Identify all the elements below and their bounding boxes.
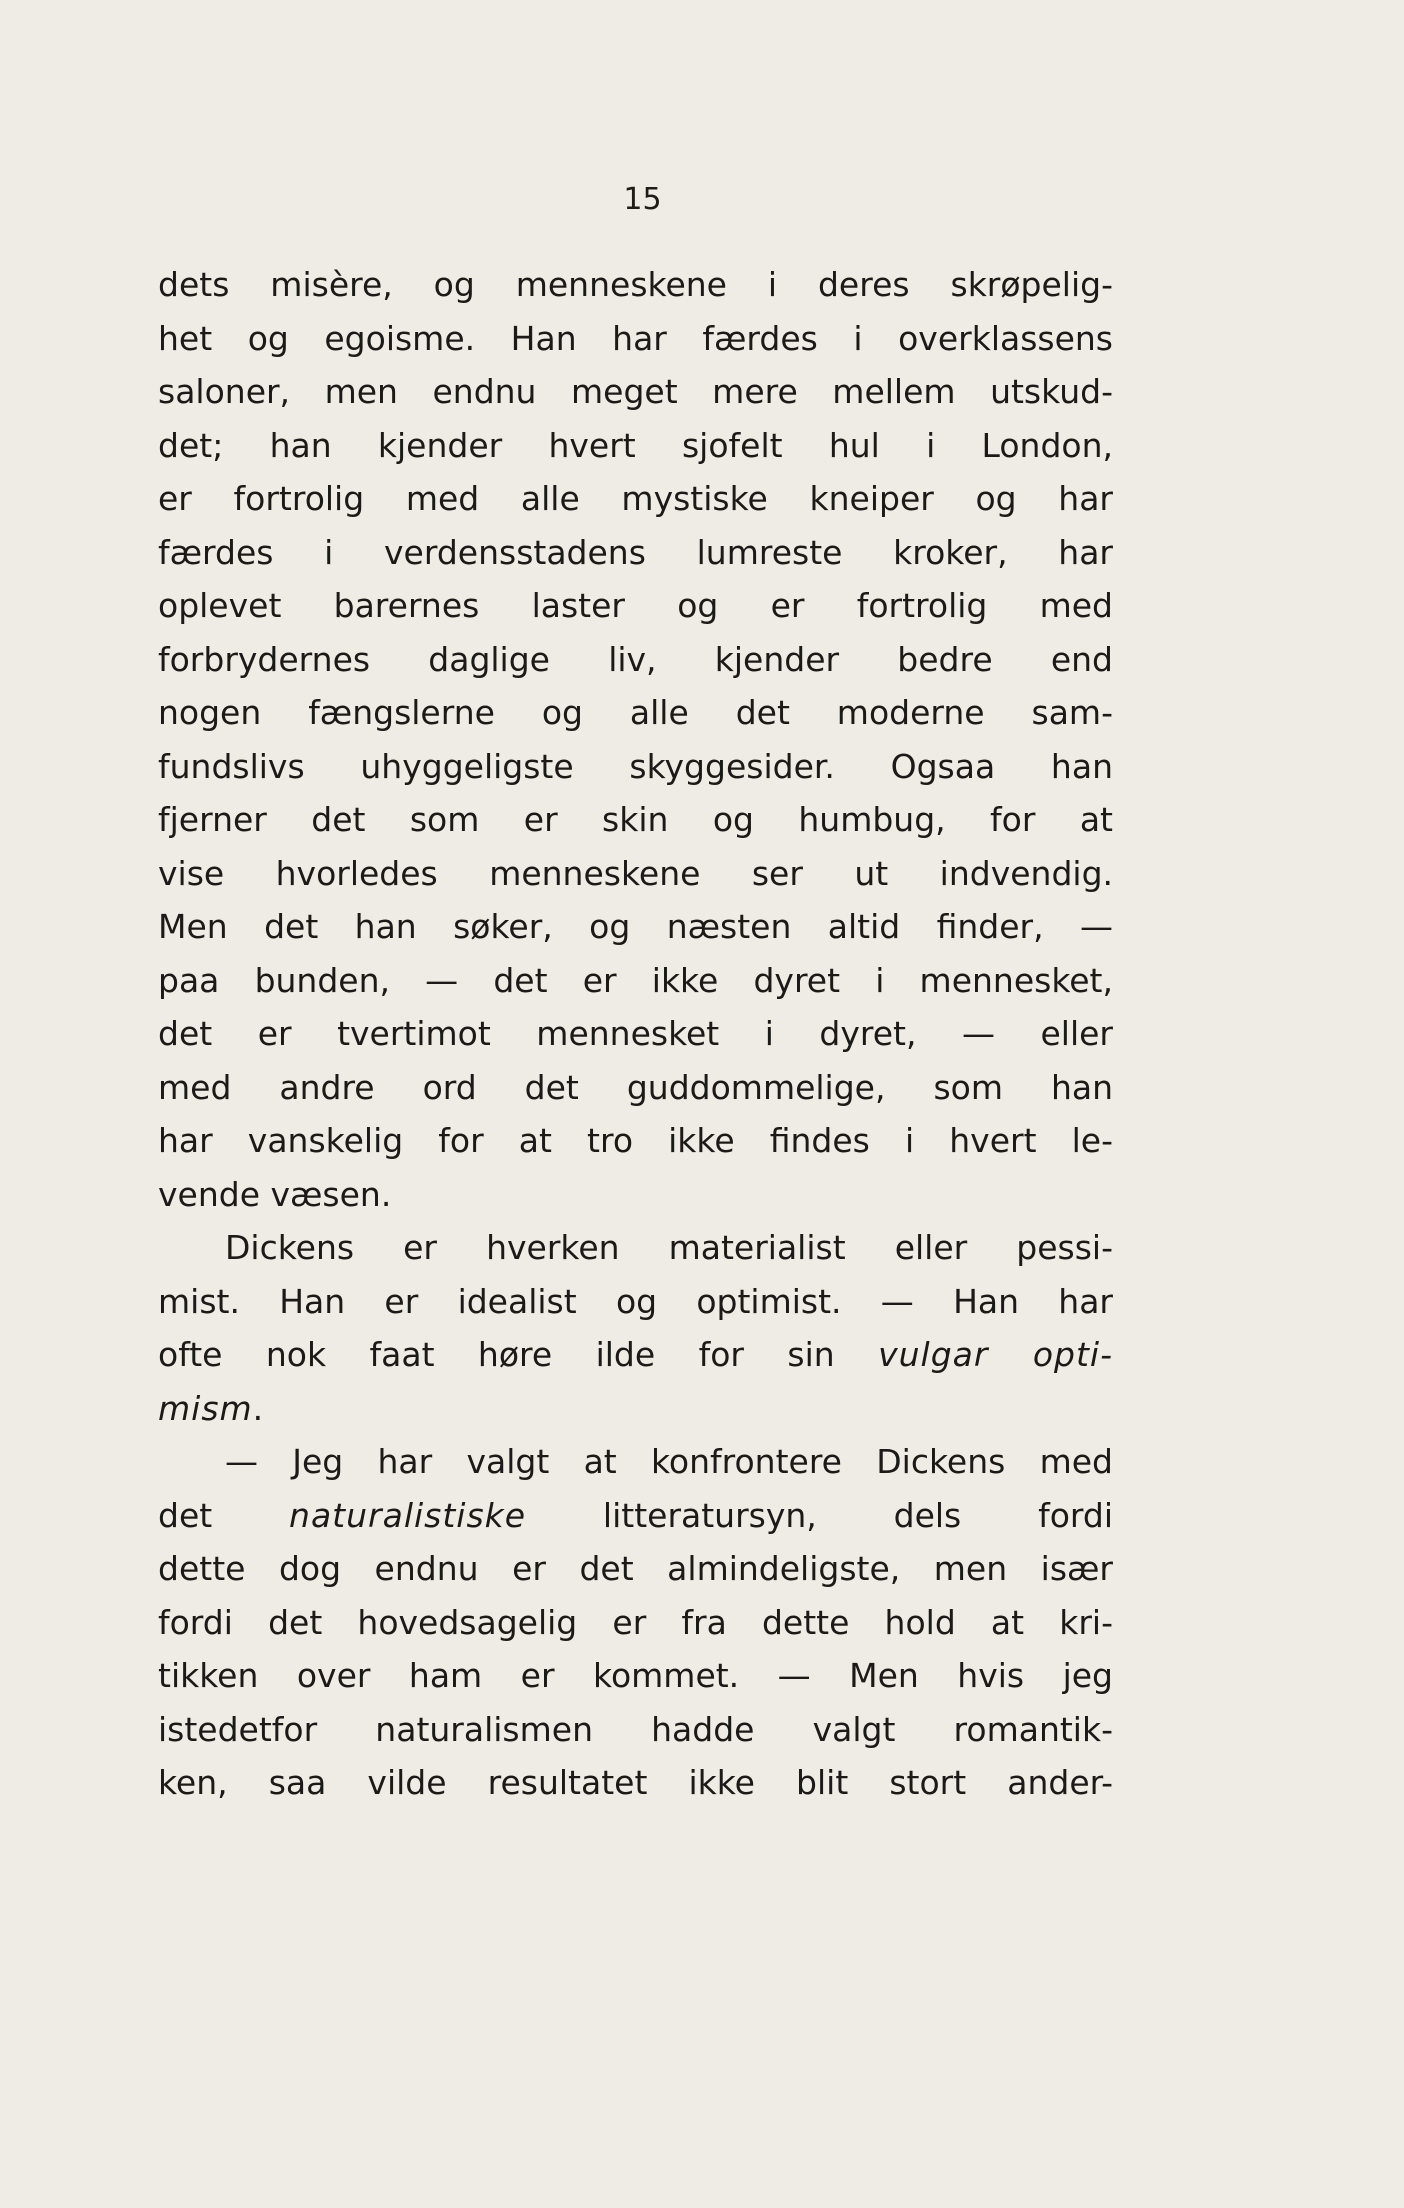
text-line: det er tvertimot mennesket i dyret, — eller [158,1014,1113,1053]
body-text [158,258,1113,1810]
text-line: het og egoisme. Han har færdes i overklassens [158,318,1113,358]
text-line: det; han kjender hvert sjofelt hul i London, [158,425,1113,465]
text-line: — Jeg har valgt at konfrontere Dickens med [225,1442,1113,1481]
text-run: det [158,1495,290,1535]
text-line [158,1382,1113,1436]
text-run: litteratursyn, dels fordi [526,1495,1113,1535]
text-line: forbrydernes daglige liv, kjender bedre end [158,639,1113,679]
text-line [158,1328,1113,1382]
text-line: Dickens er hverken materialist eller pessi- [225,1228,1113,1267]
text-line: mist. Han er idealist og optimist. — Han har [158,1281,1113,1321]
text-line: saloner, men endnu meget mere mellem utskud- [158,372,1113,411]
emphasis-text: mism [158,1388,253,1428]
text-line: fordi det hovedsagelig er fra dette hold at kri- [158,1602,1113,1642]
text-line: paa bunden, — det er ikke dyret i mennesket, [158,960,1113,1000]
emphasis-text: vulgar opti- [878,1335,1113,1374]
text-line: fundslivs uhyggeligste skyggesider. Ogsaa han [158,746,1113,786]
text-line: dets misère, og menneskene i deres skrøpelig- [158,265,1113,304]
text-line: ken, saa vilde resultatet ikke blit stort ander- [158,1763,1113,1802]
text-line: med andre ord det guddommelige, som han [158,1067,1113,1107]
text-line [158,1489,1113,1543]
text-line: oplevet barernes laster og er fortrolig med [158,586,1113,625]
emphasis-text: naturalistiske [289,1495,527,1535]
text-line: har vanskelig for at tro ikke findes i hvert le- [158,1121,1113,1160]
text-line: er fortrolig med alle mystiske kneiper og har [158,479,1113,518]
text-line: tikken over ham er kommet. — Men hvis jeg [158,1656,1113,1695]
text-line: fjerner det som er skin og humbug, for at [158,800,1113,839]
text-line: istedetfor naturalismen hadde valgt romantik- [158,1709,1113,1749]
text-line: vise hvorledes menneskene ser ut indvendig. [158,853,1113,893]
page-number: 15 [623,182,662,217]
text-run: ofte nok faat høre ilde for sin [158,1335,879,1374]
text-line: færdes i verdensstadens lumreste kroker, har [158,532,1113,572]
text-line: Men det han søker, og næsten altid finder, — [158,907,1113,946]
text-line: vende væsen. [158,1174,392,1214]
text-run: . [252,1388,264,1428]
text-line: nogen fængslerne og alle det moderne sam- [158,693,1113,732]
text-line: dette dog endnu er det almindeligste, men især [158,1549,1113,1588]
